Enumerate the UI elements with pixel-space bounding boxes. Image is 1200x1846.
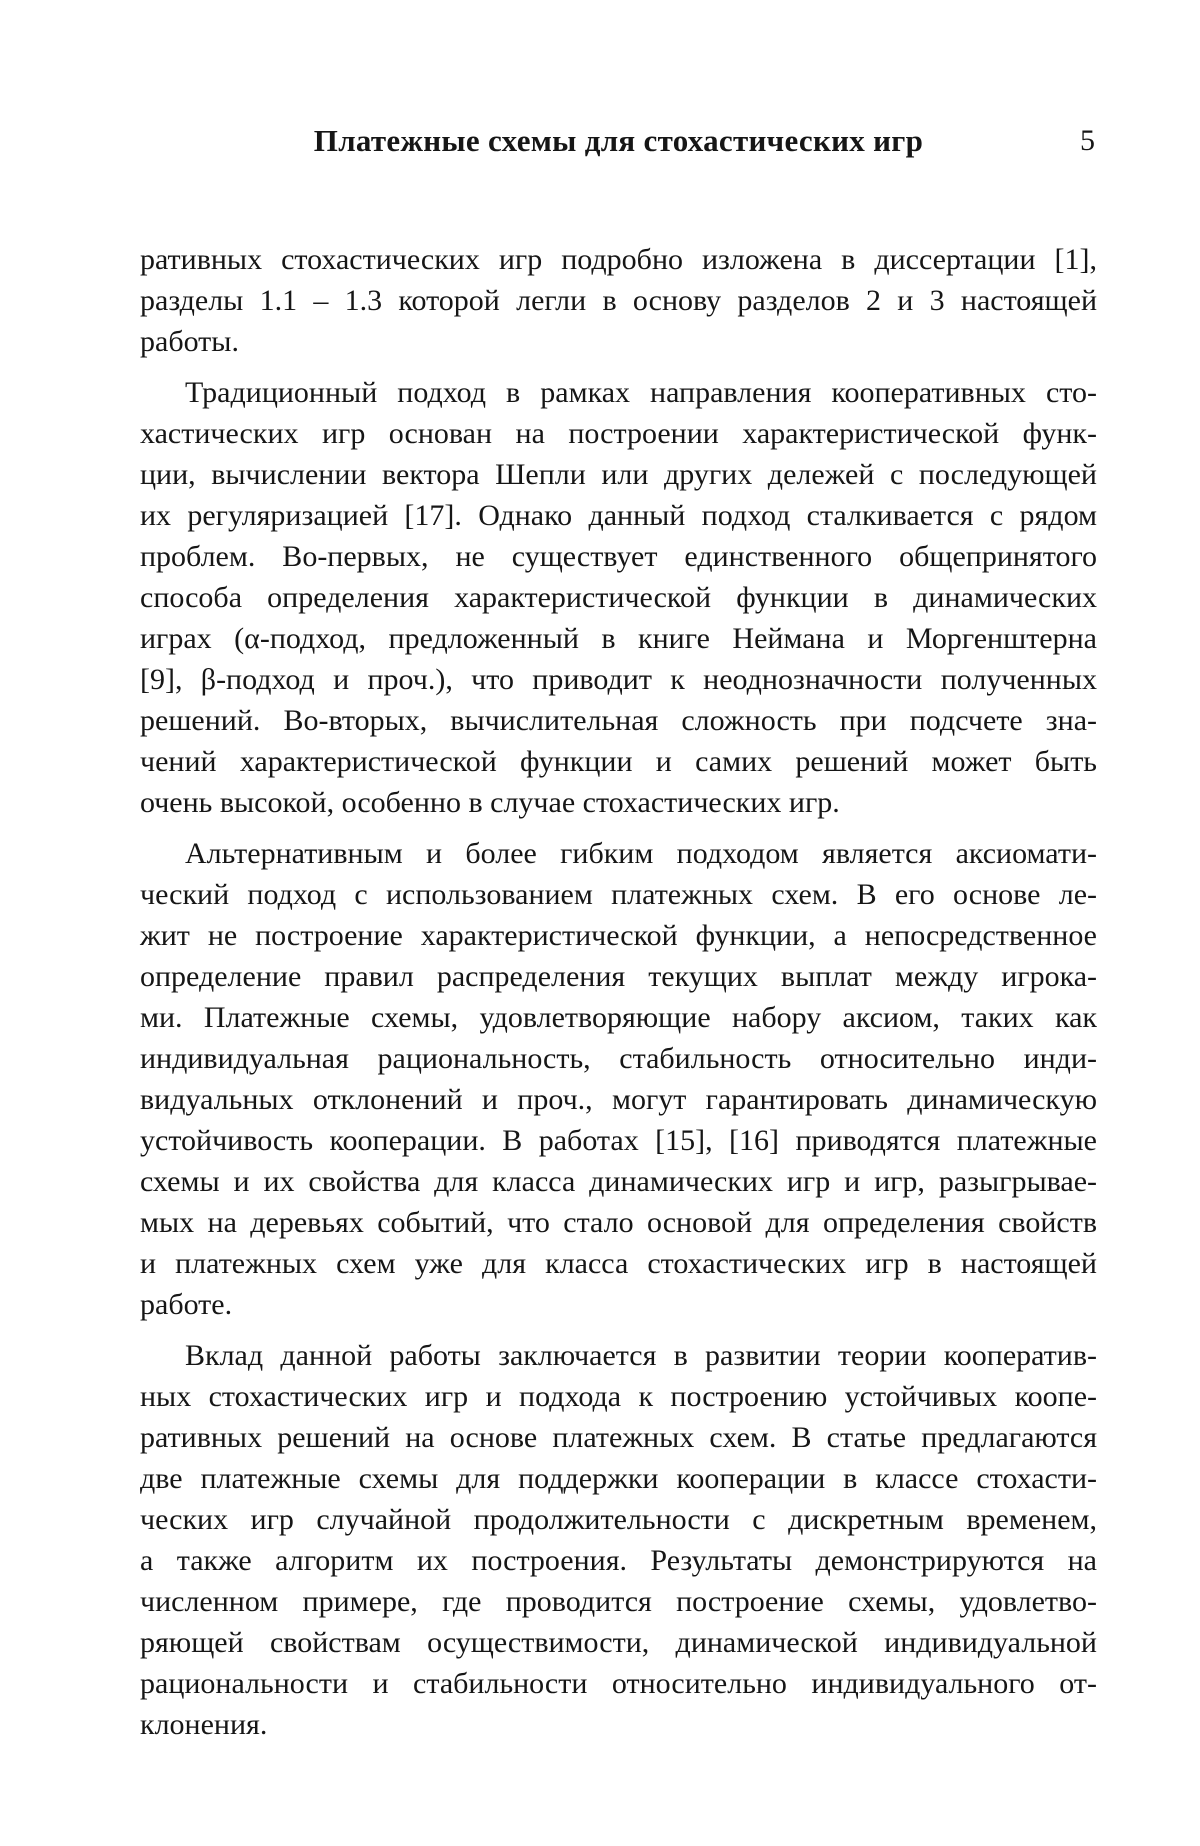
text-line: численном примере, где проводится построение схемы, удовлетво- xyxy=(140,1585,1097,1618)
text-line: ративных стохастических игр подробно изложена в диссертации [1], xyxy=(140,243,1097,276)
text-line: две платежные схемы для поддержки кооперации в классе стохасти- xyxy=(140,1462,1097,1495)
text-line: их регуляризацией [17]. Однако данный подход сталкивается с рядом xyxy=(140,499,1097,532)
text-line: ных стохастических игр и подхода к построению устойчивых коопе- xyxy=(140,1380,1097,1413)
text-line: жит не построение характеристической функции, а непосредственное xyxy=(140,919,1097,952)
text-line: ческих игр случайной продолжительности с дискретным временем, xyxy=(140,1503,1097,1536)
text-line: видуальных отклонений и проч., могут гарантировать динамическую xyxy=(140,1083,1097,1116)
text-line: ми. Платежные схемы, удовлетворяющие набору аксиом, таких как xyxy=(140,1001,1097,1034)
text-line: клонения. xyxy=(140,1708,268,1741)
page-number: 5 xyxy=(1080,124,1095,157)
text-line: решений. Во-вторых, вычислительная сложность при подсчете зна- xyxy=(140,704,1097,737)
text-line: устойчивость кооперации. В работах [15], [16] приводятся платежные xyxy=(140,1124,1097,1157)
text-line: Вклад данной работы заключается в развитии теории кооператив- xyxy=(185,1339,1097,1372)
text-line: проблем. Во-первых, не существует единственного общепринятого xyxy=(140,540,1097,573)
text-line: ративных решений на основе платежных схем. В статье предлагаются xyxy=(140,1421,1097,1454)
paragraph xyxy=(140,1335,1097,1745)
running-header xyxy=(140,121,1097,165)
text-line: Традиционный подход в рамках направления кооперативных сто- xyxy=(185,376,1097,409)
paragraph xyxy=(140,372,1097,823)
header-title: Платежные схемы для стохастических игр xyxy=(313,123,924,158)
text-line: определение правил распределения текущих выплат между игрока- xyxy=(140,960,1097,993)
text-line: Альтернативным и более гибким подходом является аксиомати- xyxy=(185,837,1097,870)
text-line: индивидуальная рациональность, стабильность относительно инди- xyxy=(140,1042,1097,1075)
paragraph xyxy=(140,239,1097,362)
text-line: и платежных схем уже для класса стохастических игр в настоящей xyxy=(140,1247,1097,1280)
text-line: работе. xyxy=(140,1288,233,1321)
text-line: ческий подход с использованием платежных схем. В его основе ле- xyxy=(140,878,1097,911)
text-line: играх (α-подход, предложенный в книге Неймана и Моргенштерна xyxy=(140,622,1097,655)
text-line: схемы и их свойства для класса динамических игр и игр, разыгрывае- xyxy=(140,1165,1097,1198)
text-line: очень высокой, особенно в случае стохастических игр. xyxy=(140,786,840,819)
text-line: хастических игр основан на построении характеристической функ- xyxy=(140,417,1097,450)
text-line: [9], β-подход и проч.), что приводит к неоднозначности полученных xyxy=(140,663,1097,696)
article-body xyxy=(140,239,1097,1755)
text-line: чений характеристической функции и самих решений может быть xyxy=(140,745,1097,778)
paragraph xyxy=(140,833,1097,1325)
text-line: работы. xyxy=(140,325,239,358)
text-line: ции, вычислении вектора Шепли или других дележей с последующей xyxy=(140,458,1097,491)
text-line: а также алгоритм их построения. Результаты демонстрируются на xyxy=(140,1544,1097,1577)
text-line: ряющей свойствам осуществимости, динамической индивидуальной xyxy=(140,1626,1097,1659)
text-line: способа определения характеристической функции в динамических xyxy=(140,581,1097,614)
text-line: мых на деревьях событий, что стало основой для определения свойств xyxy=(140,1206,1097,1239)
text-line: рациональности и стабильности относительно индивидуального от- xyxy=(140,1667,1097,1700)
text-line: разделы 1.1 – 1.3 которой легли в основу разделов 2 и 3 настоящей xyxy=(140,284,1097,317)
